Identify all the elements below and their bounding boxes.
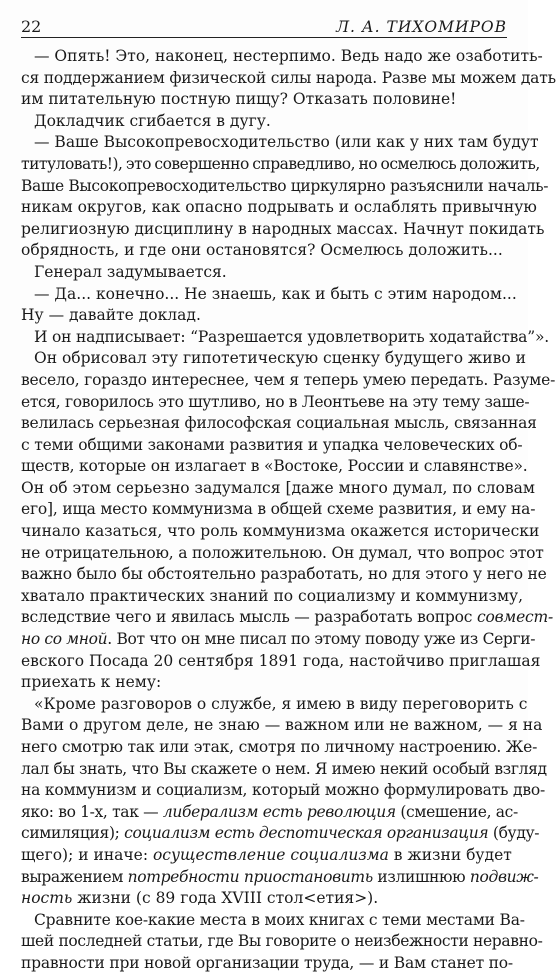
text-line: весело, гораздо интереснее, чем я теперь умею передать. Разуме-	[21, 370, 556, 389]
text-line: его], ища место коммунизма в общей схеме развития, и ему на-	[21, 500, 536, 519]
page-number: 22	[21, 17, 42, 36]
text-line: Докладчик сгибается в дугу.	[34, 111, 271, 130]
text-line: с теми общими законами развития и упадка человеческих об-	[21, 435, 523, 454]
text-line: чинало казаться, что роль коммунизма окажется исторически	[21, 522, 540, 541]
text-line: не отрицательною, а положительною. Он думал, что вопрос этот	[21, 543, 544, 562]
text-line: титуловать!), это совершенно справедливо, но осмелюсь доложить,	[21, 154, 540, 173]
text-line: приехать к нему:	[21, 673, 162, 692]
text-line: — Да... конечно... Не знаешь, как и быть с этим народом...	[34, 284, 517, 303]
text-line: — Опять! Это, наконец, нестерпимо. Ведь надо же озаботить-	[34, 47, 543, 65]
text-line: лал бы знать, что Вы скажете о нем. Я имею некий особый взгляд	[21, 759, 547, 778]
text-line: него смотрю так или этак, смотря по личному настроению. Же-	[21, 738, 538, 756]
text-line: ется, говорилось это шутливо, но в Леонтьеве на эту тему заше-	[21, 392, 530, 411]
text-line: яко: во 1-х, так — либерализм есть революция (смешение, ас-	[21, 802, 518, 821]
text-line: ность жизни (с 89 года XVIII стол<етия>).	[21, 889, 379, 908]
text-line: обрядность, и где они остановятся? Осмелюсь доложить...	[21, 241, 503, 260]
body-text	[21, 46, 556, 975]
text-line: «Кроме разговоров о службе, я имею в виду переговорить с	[34, 694, 528, 713]
text-line: шей последней статьи, где Вы говорите о неизбежности неравно-	[21, 932, 543, 951]
text-line: Вами о другом деле, не знаю — важном или не важном, — я на	[21, 716, 543, 735]
running-head: Л. А. ТИХОМИРОВ	[336, 18, 507, 36]
text-line: Ну — давайте доклад.	[21, 306, 201, 325]
text-line: но со мной. Вот что он мне писал по этому поводу уже из Серги-	[21, 630, 536, 649]
text-line: им питательную постную пищу? Отказать половине!	[21, 90, 457, 109]
text-line: — Ваше Высокопревосходительство (или как у них там будут	[34, 133, 539, 152]
text-line: Он обрисовал эту гипотетическую сценку будущего живо и	[34, 349, 526, 368]
text-line: никам округов, как опасно подрывать и ослаблять привычную	[21, 198, 537, 217]
text-line: вследствие чего и явилась мысль — разработать вопрос совмест-	[21, 608, 554, 627]
text-line: И он надписывает: “Разрешается удовлетворить ходатайства”».	[34, 327, 549, 346]
text-line: симиляция); социализм есть деспотическая организация (буду-	[21, 824, 540, 843]
text-line: важно было бы обстоятельно разработать, но для этого у него не	[21, 565, 547, 584]
text-line: Сравните кое-какие места в моих книгах с теми местами Ва-	[34, 910, 525, 929]
text-line: евского Посада 20 сентября 1891 года, настойчиво приглашая	[21, 651, 541, 670]
text-line: велилась серьезная философская социальная мысль, связанная	[21, 414, 537, 433]
page-header	[21, 14, 507, 38]
text-line: щего); и иначе: осуществление социализма в жизни будет	[21, 845, 512, 864]
text-line: ся поддержанием физической силы народа. Разве мы можем дать	[21, 68, 556, 87]
text-line: Генерал задумывается.	[34, 262, 227, 281]
text-line: на коммунизм и социализм, который можно формулировать дво-	[21, 781, 546, 800]
text-line: правности при новой организации труда, — и Вам станет по-	[21, 953, 513, 972]
text-line: ществ, которые он излагает в «Востоке, России и славянстве».	[21, 457, 528, 476]
text-line: хватало практических знаний по социализму и коммунизму,	[21, 586, 524, 605]
text-line: Он об этом серьезно задумался [даже много думал, по словам	[21, 478, 535, 497]
text-line: Ваше Высокопревосходительство циркулярно разъяснили началь-	[21, 176, 549, 195]
text-line: религиозную дисциплину в народных массах. Начнут покидать	[21, 219, 545, 238]
text-line: выражением потребности приостановить излишнюю подвиж-	[21, 867, 539, 886]
